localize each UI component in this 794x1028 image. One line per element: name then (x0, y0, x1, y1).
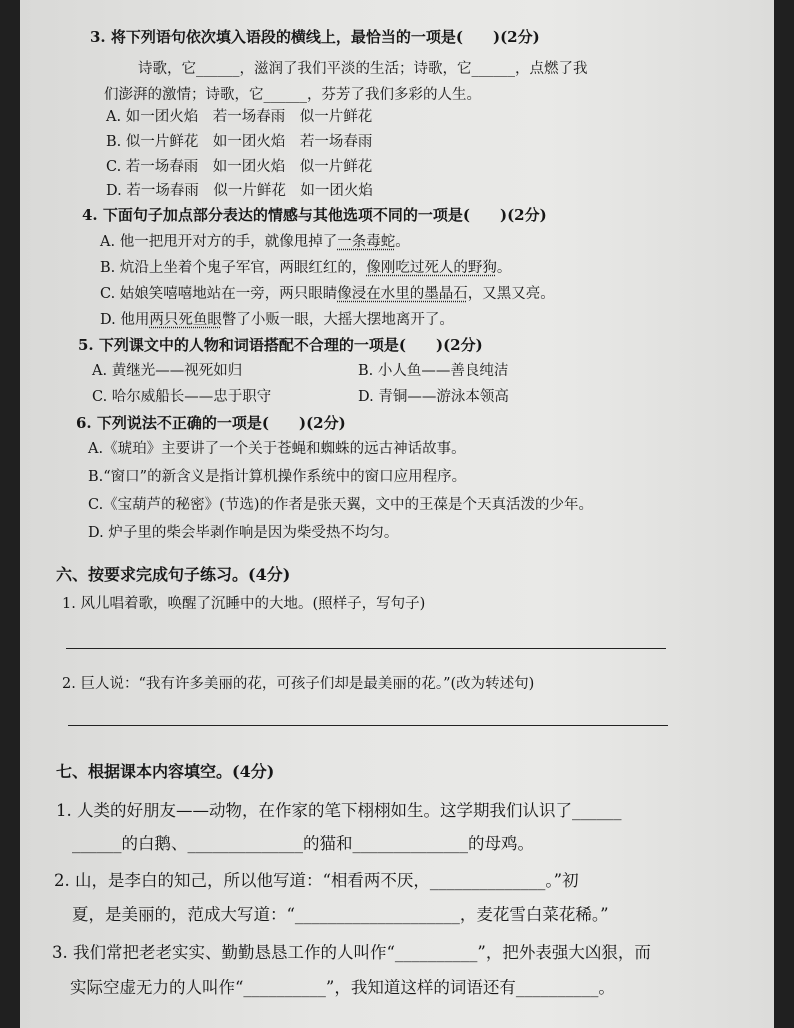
q4-option-d: D. 他用两只死鱼眼瞥了小贩一眼，大摇大摆地离开了。 (100, 312, 454, 328)
q6-option-d: D. 炉子里的柴会毕剥作响是因为柴受热不均匀。 (88, 525, 399, 541)
section7-heading: 七、根据课本内容填空。(4分) (56, 762, 275, 781)
answer-line[interactable] (68, 725, 668, 726)
s7-fill-line: 3. 我们常把老老实实、勤勤恳恳工作的人叫作“__________”，把外表强大凶狠，而 (52, 943, 651, 962)
q6-option-b: B.“窗口”的新含义是指计算机操作系统中的窗口应用程序。 (88, 469, 467, 485)
s6-item-1: 1. 风儿唱着歌，唤醒了沉睡中的大地。(照样子，写句子) (62, 596, 426, 612)
q3-option-c: C. 若一场春雨 如一团火焰 似一片鲜花 (106, 159, 373, 175)
s7-fill-line: 2. 山，是李白的知己，所以他写道：“相看两不厌，______________。”初 (54, 871, 579, 890)
s6-item-2: 2. 巨人说：“我有许多美丽的花，可孩子们却是最美丽的花。”(改为转述句) (62, 676, 535, 692)
q5-option-c: C. 哈尔威船长——忠于职守 (92, 389, 272, 405)
q3-passage-line: 们澎湃的激情；诗歌，它______，芬芳了我们多彩的人生。 (104, 87, 481, 103)
section6-heading: 六、按要求完成句子练习。(4分) (56, 565, 291, 584)
q5-option-a: A. 黄继光——视死如归 (92, 363, 243, 379)
s7-fill-line: ______的白鹅、______________的猫和______________的母鸡。 (72, 834, 534, 853)
emphasis-dotted: 像刚吃过死人的野狗 (366, 260, 497, 276)
q6-option-c: C.《宝葫芦的秘密》(节选)的作者是张天翼，文中的王葆是个天真活泼的少年。 (88, 497, 593, 513)
q3-title: 3. 将下列语句依次填入语段的横线上，最恰当的一项是( )(2分) (90, 28, 540, 46)
answer-line[interactable] (66, 648, 666, 649)
emphasis-dotted: 两只死鱼眼 (149, 312, 222, 328)
q5-option-b: B. 小人鱼——善良纯洁 (358, 363, 509, 379)
exam-paper (20, 0, 774, 1028)
q3-passage-line: 诗歌，它______，滋润了我们平淡的生活；诗歌，它______，点燃了我 (138, 61, 588, 77)
q4-option-c: C. 姑娘笑嘻嘻地站在一旁，两只眼睛像浸在水里的墨晶石，又黑又亮。 (100, 286, 555, 302)
q5-option-d: D. 青铜——游泳本领高 (358, 389, 509, 405)
q6-title: 6. 下列说法不正确的一项是( )(2分) (76, 414, 346, 432)
q5-title: 5. 下列课文中的人物和词语搭配不合理的一项是( )(2分) (78, 336, 483, 354)
q4-option-a: A. 他一把甩开对方的手，就像甩掉了一条毒蛇。 (100, 234, 410, 250)
q3-option-a: A. 如一团火焰 若一场春雨 似一片鲜花 (106, 109, 373, 125)
q3-option-b: B. 似一片鲜花 如一团火焰 若一场春雨 (106, 134, 373, 150)
q4-option-b: B. 炕沿上坐着个鬼子军官，两眼红红的，像刚吃过死人的野狗。 (100, 260, 512, 276)
emphasis-dotted: 像浸在水里的墨晶石 (337, 286, 468, 302)
q3-option-d: D. 若一场春雨 似一片鲜花 如一团火焰 (106, 183, 373, 199)
emphasis-dotted: 一条毒蛇 (337, 234, 396, 250)
q6-option-a: A.《琥珀》主要讲了一个关于苍蝇和蜘蛛的远古神话故事。 (88, 441, 466, 457)
q4-title: 4. 下面句子加点部分表达的情感与其他选项不同的一项是( )(2分) (82, 206, 547, 224)
s7-fill-line: 1. 人类的好朋友——动物，在作家的笔下栩栩如生。这学期我们认识了______ (56, 801, 622, 820)
s7-fill-line: 实际空虚无力的人叫作“__________”，我知道这样的词语还有__________。 (70, 978, 615, 997)
s7-fill-line: 夏，是美丽的，范成大写道：“____________________，麦花雪白菜花稀。” (72, 905, 609, 924)
